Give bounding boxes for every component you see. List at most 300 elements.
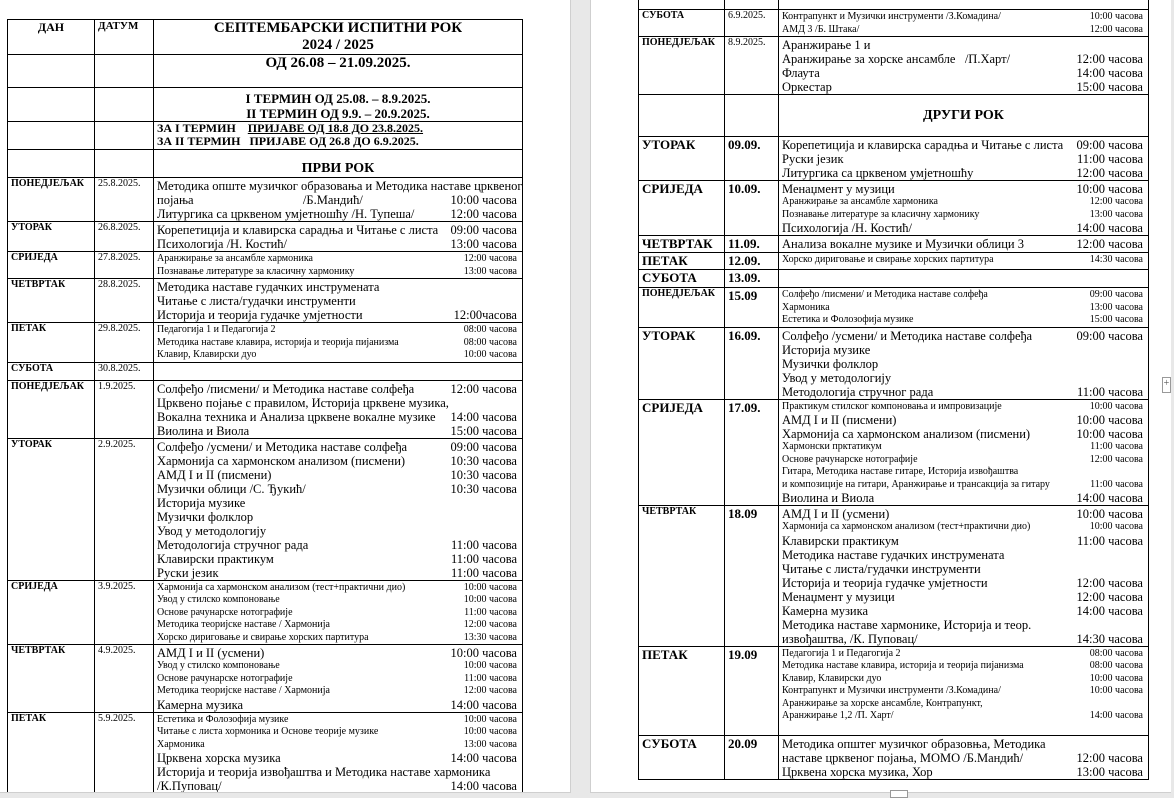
exam-entry — [157, 582, 519, 595]
exam-subject: АМД 3 /Б. Штака/ — [782, 23, 860, 35]
exams-cell — [779, 399, 1149, 506]
document-title: СЕПТЕМБАРСКИ ИСПИТНИ РОК — [213, 20, 463, 36]
day-cell: СУБОТА — [639, 270, 725, 288]
schedule-row — [8, 712, 523, 793]
schedule-row — [639, 37, 1149, 95]
exam-entry — [782, 648, 1145, 661]
exam-time: 10:00 часова — [1076, 182, 1143, 196]
exam-time: 12:00 часова — [450, 381, 517, 396]
schedule-row — [8, 438, 523, 580]
date-cell: 29.8.2025. — [95, 323, 154, 363]
exam-subject: Методика наставе клавира, историја и теорија пијанизма — [782, 660, 1024, 671]
exam-time: 15:00 часова — [1089, 314, 1143, 325]
exam-entry — [157, 266, 519, 279]
date-cell: 5.9.2025. — [95, 712, 154, 793]
empty-cell — [8, 150, 95, 178]
exam-time — [1143, 371, 1145, 385]
exam-subject: Клавирски практикум — [157, 551, 274, 566]
exam-entry — [157, 468, 519, 482]
exam-entry — [157, 566, 519, 580]
exam-subject: Историја и теорија извођаштва и Методика наставе хармоника — [157, 765, 491, 779]
exam-subject: Руски језик — [782, 152, 844, 166]
exam-subject: АМД I и II (усмени) — [782, 507, 890, 521]
exam-entry — [157, 765, 519, 779]
exams-cell — [154, 222, 523, 252]
schedule-row — [639, 288, 1149, 328]
date-cell: 1.9.2025. — [95, 380, 154, 438]
day-cell: УТОРАК — [639, 327, 725, 399]
exam-time: 12:00 часова — [463, 619, 517, 630]
exam-entry — [157, 660, 519, 673]
day-cell: ПЕТАК — [8, 323, 95, 363]
exam-time — [517, 280, 519, 294]
date-cell: 20.09 — [725, 735, 779, 779]
add-row-icon[interactable]: + — [1162, 377, 1171, 393]
exam-subject: Психологија /Н. Костић/ — [782, 221, 913, 235]
exam-time: 11:00 часова — [450, 537, 517, 552]
continued-row — [639, 0, 1149, 10]
exam-subject: Камерна музика — [157, 697, 244, 712]
exam-subject: Хармонски прктатикум — [782, 441, 882, 452]
exam-entry — [157, 482, 519, 496]
exam-time: 10:00 часова — [1089, 672, 1143, 684]
exam-time: 12:00 часова — [450, 207, 517, 221]
exam-entry — [782, 38, 1145, 52]
exams-cell — [779, 646, 1149, 735]
exam-entry — [782, 604, 1145, 618]
date-cell: 28.8.2025. — [95, 279, 154, 323]
exam-subject: Хармоника — [157, 738, 205, 750]
exam-time: 14:00 часова — [1076, 221, 1143, 235]
exam-entry — [782, 521, 1145, 534]
add-column-handle[interactable] — [890, 790, 908, 798]
exam-subject: Увод у методологију — [782, 370, 892, 385]
registration-term-1-label: ЗА I ТЕРМИН — [157, 121, 236, 135]
exam-entry — [782, 491, 1145, 505]
term-2: II ТЕРМИН ОД 9.9. – 20.9.2025. — [246, 106, 430, 121]
exam-time: 14:00 часова — [1076, 66, 1143, 80]
schedule-row — [639, 137, 1149, 181]
exam-entry — [782, 534, 1145, 548]
exam-time: 10:00 часова — [463, 581, 517, 593]
exam-entry — [157, 685, 519, 698]
date-cell: 27.8.2025. — [95, 252, 154, 279]
empty-cell — [95, 150, 154, 178]
exam-subject: Хармоника — [782, 301, 830, 313]
exams-cell — [779, 37, 1149, 95]
exam-entry — [782, 196, 1145, 209]
exam-entry — [782, 221, 1145, 235]
exam-subject: Читање с листа/гудачки инструменти — [782, 561, 981, 576]
exam-time: 15:00 часова — [450, 423, 517, 438]
exam-time: 09:00 часова — [450, 439, 517, 454]
exam-subject: и композиције на гитари, Аранжирање и трансакција за гитару — [782, 478, 1050, 490]
date-cell: 19.09 — [725, 646, 779, 735]
exam-subject: Оркестар — [782, 80, 832, 94]
exam-subject: Историја и теорија гудачке умјетности — [157, 308, 363, 322]
exam-entry — [782, 710, 1145, 723]
schedule-row — [8, 222, 523, 252]
schedule-row — [639, 181, 1149, 236]
exam-subject: Читање с листа хормоника и Основе теорије музике — [157, 726, 379, 737]
day-cell: СУБОТА — [639, 735, 725, 779]
exam-time: 11:00 часова — [1076, 384, 1143, 399]
second-term-row — [639, 95, 1149, 137]
exam-entry — [782, 80, 1145, 94]
exam-time: 15:00 часова — [1076, 80, 1143, 94]
exam-subject: Практикум стилског компоновања и импровизације — [782, 400, 1002, 412]
exam-subject: Хармонија са хармонском анализом (тест+практични дио) — [157, 581, 406, 593]
exam-entry — [157, 424, 519, 438]
exam-subject: Аранжирање за хорске ансамбле, Контрапункт, — [782, 697, 983, 709]
exams-cell — [154, 580, 523, 645]
exam-time: 13:00 часова — [463, 265, 517, 277]
exam-period: ОД 26.08 – 21.09.2025. — [154, 55, 523, 88]
exam-time: 08:00 часова — [463, 336, 517, 348]
academic-year: 2024 / 2025 — [302, 37, 374, 53]
exam-subject: извођаштва, /К. Пуповац/ — [782, 631, 918, 646]
exam-entry — [782, 660, 1145, 673]
exam-subject: Историја музике — [782, 342, 871, 357]
exam-subject: Методика теоријске наставе / Хармонија — [157, 619, 330, 630]
exam-time: 11:00 часова — [450, 565, 517, 580]
exam-subject: Хорско дириговање и свирање хорских партитура — [782, 254, 994, 265]
exam-entry — [782, 24, 1145, 37]
exam-subject: Гитара, Методика наставе гитаре, Историја извођаштва — [782, 466, 1019, 477]
schedule-row — [8, 252, 523, 279]
day-cell: ПОНЕДЈЕЉАК — [8, 178, 95, 222]
exam-subject: Контрапункт и Музички инструменти /З.Комадина/ — [782, 685, 1001, 696]
exam-subject: Психологија /Н. Костић/ — [157, 237, 288, 251]
day-cell: ЧЕТВРТАК — [639, 236, 725, 253]
exam-entry — [157, 646, 519, 660]
exam-entry — [782, 507, 1145, 521]
exam-subject: Менаџмент у музици — [782, 589, 895, 604]
exam-entry — [782, 302, 1145, 315]
exam-subject: Аранжирање за ансамбле хармоника — [157, 253, 313, 264]
exam-time — [523, 179, 525, 193]
exam-time: 11:00 часова — [1076, 152, 1143, 166]
exam-subject: Аранжирање 1 и — [782, 38, 871, 52]
exam-entry — [782, 698, 1145, 711]
empty-cell — [639, 0, 725, 10]
exam-time — [517, 765, 519, 779]
empty-cell — [8, 88, 95, 122]
exam-entry — [782, 673, 1145, 686]
day-cell: СУБОТА — [639, 10, 725, 37]
exam-time: 10:30 часова — [450, 453, 517, 468]
exam-entry — [157, 179, 523, 193]
exam-time — [517, 396, 519, 410]
period-row — [8, 55, 523, 88]
exam-entry — [782, 548, 1145, 562]
exam-subject: Литургика са црквеном умјетношћу /Н. Тупеша/ — [157, 207, 415, 221]
exam-time: 12:00 часова — [1076, 52, 1143, 66]
day-cell: УТОРАК — [8, 222, 95, 252]
document-page-right — [590, 0, 1171, 793]
exam-subject: Музички фолклор — [782, 356, 879, 371]
exam-subject: АМД I и II (писмени) — [782, 413, 897, 427]
exams-cell — [154, 438, 523, 580]
exam-entry — [157, 382, 519, 396]
exam-entry — [157, 510, 519, 524]
exam-time: 12:00 часова — [463, 685, 517, 696]
day-cell: ПОНЕДЈЕЉАК — [639, 288, 725, 328]
schedule-row — [639, 253, 1149, 270]
exam-time: 13:00 часова — [1076, 764, 1143, 779]
exam-subject: Методика теоријске наставе / Хармонија — [157, 685, 330, 696]
exam-entry — [157, 714, 519, 727]
exam-entry — [157, 726, 519, 739]
exam-time: 10:00 часова — [463, 726, 517, 737]
exam-subject: Црквена хорска музика — [157, 751, 281, 765]
exam-entry — [157, 619, 519, 632]
exam-entry — [782, 479, 1145, 492]
exam-entry — [157, 349, 519, 362]
exam-entry — [782, 401, 1145, 414]
day-cell: ЧЕТВРТАК — [8, 645, 95, 713]
exam-entry — [157, 739, 519, 752]
exams-cell — [779, 270, 1149, 288]
exam-entry — [782, 576, 1145, 590]
date-cell: 26.8.2025. — [95, 222, 154, 252]
exam-entry — [782, 466, 1145, 479]
exam-entry — [782, 329, 1145, 343]
exam-time: 14:00 часова — [450, 697, 517, 712]
exam-entry — [157, 607, 519, 620]
empty-cell — [95, 88, 154, 122]
exam-subject: Увод у стилско компоновање — [157, 594, 280, 605]
exam-time: 10:00 часова — [1076, 413, 1143, 427]
schedule-row — [8, 323, 523, 363]
first-term-row — [8, 150, 523, 178]
exam-entry — [157, 207, 519, 221]
exam-entry — [157, 410, 519, 424]
date-cell: 3.9.2025. — [95, 580, 154, 645]
exam-subject: Методика наставе хармонике, Историја и теор. — [782, 617, 1032, 632]
empty-cell — [725, 95, 779, 137]
exam-entry — [782, 152, 1145, 166]
day-cell: СРИЈЕДА — [8, 252, 95, 279]
exam-entry — [157, 496, 519, 510]
schedule-row — [639, 506, 1149, 647]
exam-time — [1143, 38, 1145, 52]
exam-subject: Солфеђо /писмени/ и Методика наставе солфеђа — [782, 289, 988, 300]
exam-entry — [157, 253, 519, 266]
exam-subject: Историја музике — [157, 495, 246, 510]
exams-cell — [779, 181, 1149, 236]
exam-time: 13:00 часова — [450, 237, 517, 251]
exam-time — [1143, 698, 1145, 711]
day-cell: СРИЈЕДА — [8, 580, 95, 645]
exam-time: 08:00 часова — [463, 324, 517, 335]
exam-subject: Методика наставе клавира, историја и теорија пијанизма — [157, 336, 399, 348]
schedule-row — [8, 362, 523, 380]
exam-time: 12:00часова — [453, 308, 517, 322]
exam-entry — [157, 324, 519, 337]
exams-cell — [779, 10, 1149, 37]
title-cell — [154, 20, 523, 55]
exam-time: 09:00 часова — [1076, 138, 1143, 152]
exam-time: 14:00 часова — [450, 779, 517, 793]
exam-time: 13:30 часова — [463, 631, 517, 643]
date-cell: 4.9.2025. — [95, 645, 154, 713]
terms-cell — [154, 88, 523, 122]
exam-entry — [782, 357, 1145, 371]
exam-subject: Вокална техника и Анализа црквене вокалне музике — [157, 409, 436, 424]
exams-cell — [154, 645, 523, 713]
registration-cell — [154, 122, 523, 150]
exam-time: 10:00 часова — [1089, 685, 1143, 696]
exam-entry — [157, 308, 519, 322]
exam-time: 10:30 часова — [450, 467, 517, 482]
exam-time: 12:00 часова — [1076, 750, 1143, 765]
exam-time: 10:00 часова — [1089, 11, 1143, 22]
empty-cell — [95, 55, 154, 88]
exam-time: 14:00 часова — [1089, 710, 1143, 721]
empty-cell — [779, 0, 1149, 10]
exam-time — [1143, 548, 1145, 562]
exam-entry — [782, 441, 1145, 454]
exam-time — [1143, 466, 1145, 479]
exams-cell — [779, 327, 1149, 399]
exam-entry — [157, 223, 519, 237]
exam-subject: Познавање литературе за класичну хармонику — [782, 208, 980, 220]
exam-subject: Методика наставе гудачких инструмената — [782, 547, 1005, 562]
header-row — [8, 20, 523, 55]
exam-entry — [157, 237, 519, 251]
exams-cell — [154, 252, 523, 279]
date-cell: 12.09. — [725, 253, 779, 270]
exam-entry — [782, 632, 1145, 646]
exam-entry — [782, 254, 1145, 267]
exam-entry — [782, 209, 1145, 222]
exam-time: 09:00 часова — [1076, 328, 1143, 343]
exams-cell — [154, 380, 523, 438]
exam-subject: Познавање литературе за класичну хармонику — [157, 265, 355, 277]
date-cell: 10.09. — [725, 181, 779, 236]
exam-entry — [782, 385, 1145, 399]
exam-subject: Методика наставе гудачких инструмената — [157, 280, 380, 294]
registration-term-2-label: ЗА II ТЕРМИН — [157, 134, 241, 148]
schedule-row — [639, 10, 1149, 37]
exam-time: 09:00 часова — [1089, 289, 1143, 300]
exam-entry — [157, 594, 519, 607]
exams-cell — [154, 712, 523, 793]
exam-subject: Солфеђо /писмени/ и Методика наставе солфеђа — [157, 381, 415, 396]
date-cell: 25.8.2025. — [95, 178, 154, 222]
registration-term-2-dates: ПРИЈАВЕ ОД 26.8 ДО 6.9.2025. — [249, 134, 419, 148]
day-cell: ЧЕТВРТАК — [8, 279, 95, 323]
exam-entry — [157, 538, 519, 552]
exam-subject: Хармонија са хармонском анализом (писмени) — [782, 427, 1031, 441]
exam-subject: наставе црквеног појања, МОМО /Б.Мандић/ — [782, 750, 1024, 765]
exam-time: 12:00 часова — [1089, 23, 1143, 35]
exams-cell — [779, 735, 1149, 779]
exam-subject: Литургика са црквеном умјетношћу — [782, 166, 974, 180]
exam-entry — [782, 413, 1145, 427]
exams-cell — [779, 288, 1149, 328]
exam-time: 08:00 часова — [1089, 660, 1143, 671]
exam-time — [517, 294, 519, 308]
exams-cell — [154, 323, 523, 363]
exam-subject: Аранжирање за хорске ансамбле /П.Харт/ — [782, 52, 1011, 66]
date-cell: 8.9.2025. — [725, 37, 779, 95]
exams-cell — [779, 137, 1149, 181]
column-header-day: ДАН — [8, 20, 95, 55]
registration-term-1-dates: ПРИЈАВЕ ОД 18.8 ДО 23.8.2025. — [247, 121, 424, 135]
exams-cell — [154, 178, 523, 222]
exam-subject: Музички фолклор — [157, 509, 254, 524]
schedule-row — [639, 399, 1149, 506]
exam-subject: Корепетиција и клавирска сарадња и Читање с листа — [782, 138, 1064, 152]
exam-entry — [782, 52, 1145, 66]
exam-subject: Методика опште музичког образовања и Методика наставе црквеног — [157, 179, 523, 193]
exam-subject: Аранжирање за ансамбле хармоника — [782, 196, 938, 207]
registration-row — [8, 122, 523, 150]
exam-time: 10:00 часова — [1089, 400, 1143, 412]
exam-subject: Увод у методологију — [157, 523, 267, 538]
exam-subject: Флаута — [782, 66, 820, 80]
exam-entry — [157, 552, 519, 566]
exam-subject: Менаџмент у музици — [782, 182, 895, 196]
day-cell: ПЕТАК — [639, 253, 725, 270]
exam-time: 13:00 часова — [1089, 301, 1143, 313]
exam-time: 10:00 часова — [1076, 507, 1143, 521]
exam-entry — [782, 723, 1145, 735]
day-cell: СУБОТА — [8, 362, 95, 380]
second-term-heading: ДРУГИ РОК — [779, 95, 1149, 137]
exam-time: 11:00 часова — [450, 551, 517, 566]
exam-entry — [782, 343, 1145, 357]
schedule-row — [8, 178, 523, 222]
empty-cell — [8, 122, 95, 150]
exams-cell — [779, 506, 1149, 647]
document-page-left — [0, 0, 571, 793]
date-cell: 6.9.2025. — [725, 10, 779, 37]
exams-cell — [154, 362, 523, 380]
exam-entry — [782, 454, 1145, 467]
exam-subject: појања /Б.Мандић/ — [157, 193, 363, 207]
schedule-row — [8, 645, 523, 713]
schedule-row — [639, 327, 1149, 399]
schedule-row — [8, 580, 523, 645]
exam-time: 12:00 часова — [1076, 575, 1143, 590]
exam-entry — [782, 427, 1145, 441]
exam-subject: Руски језик — [157, 565, 219, 580]
exam-entry — [782, 66, 1145, 80]
exam-subject: Солфеђо /усмени/ и Методика наставе солфеђа — [157, 439, 408, 454]
exam-subject: Методологија стручног рада — [157, 537, 309, 552]
exam-entry — [782, 765, 1145, 779]
date-cell: 15.09 — [725, 288, 779, 328]
exam-time: 13:00 часова — [463, 738, 517, 750]
exam-entry — [782, 562, 1145, 576]
exam-entry — [782, 751, 1145, 765]
exam-time: 10:00 часова — [1089, 521, 1143, 532]
exam-schedule-table-left — [7, 19, 523, 793]
exam-subject: Аранжирање 1,2 /П. Харт/ — [782, 710, 894, 721]
exam-entry — [782, 737, 1145, 751]
exam-entry — [782, 289, 1145, 302]
exam-entry — [157, 454, 519, 468]
exam-subject: Хорско дириговање и свирање хорских партитура — [157, 631, 369, 643]
exam-subject: Виолина и Виола — [157, 423, 250, 438]
exams-cell — [154, 279, 523, 323]
exam-time — [1143, 618, 1145, 632]
empty-cell — [639, 95, 725, 137]
exam-subject: Естетика и Фолозофија музике — [157, 713, 289, 725]
